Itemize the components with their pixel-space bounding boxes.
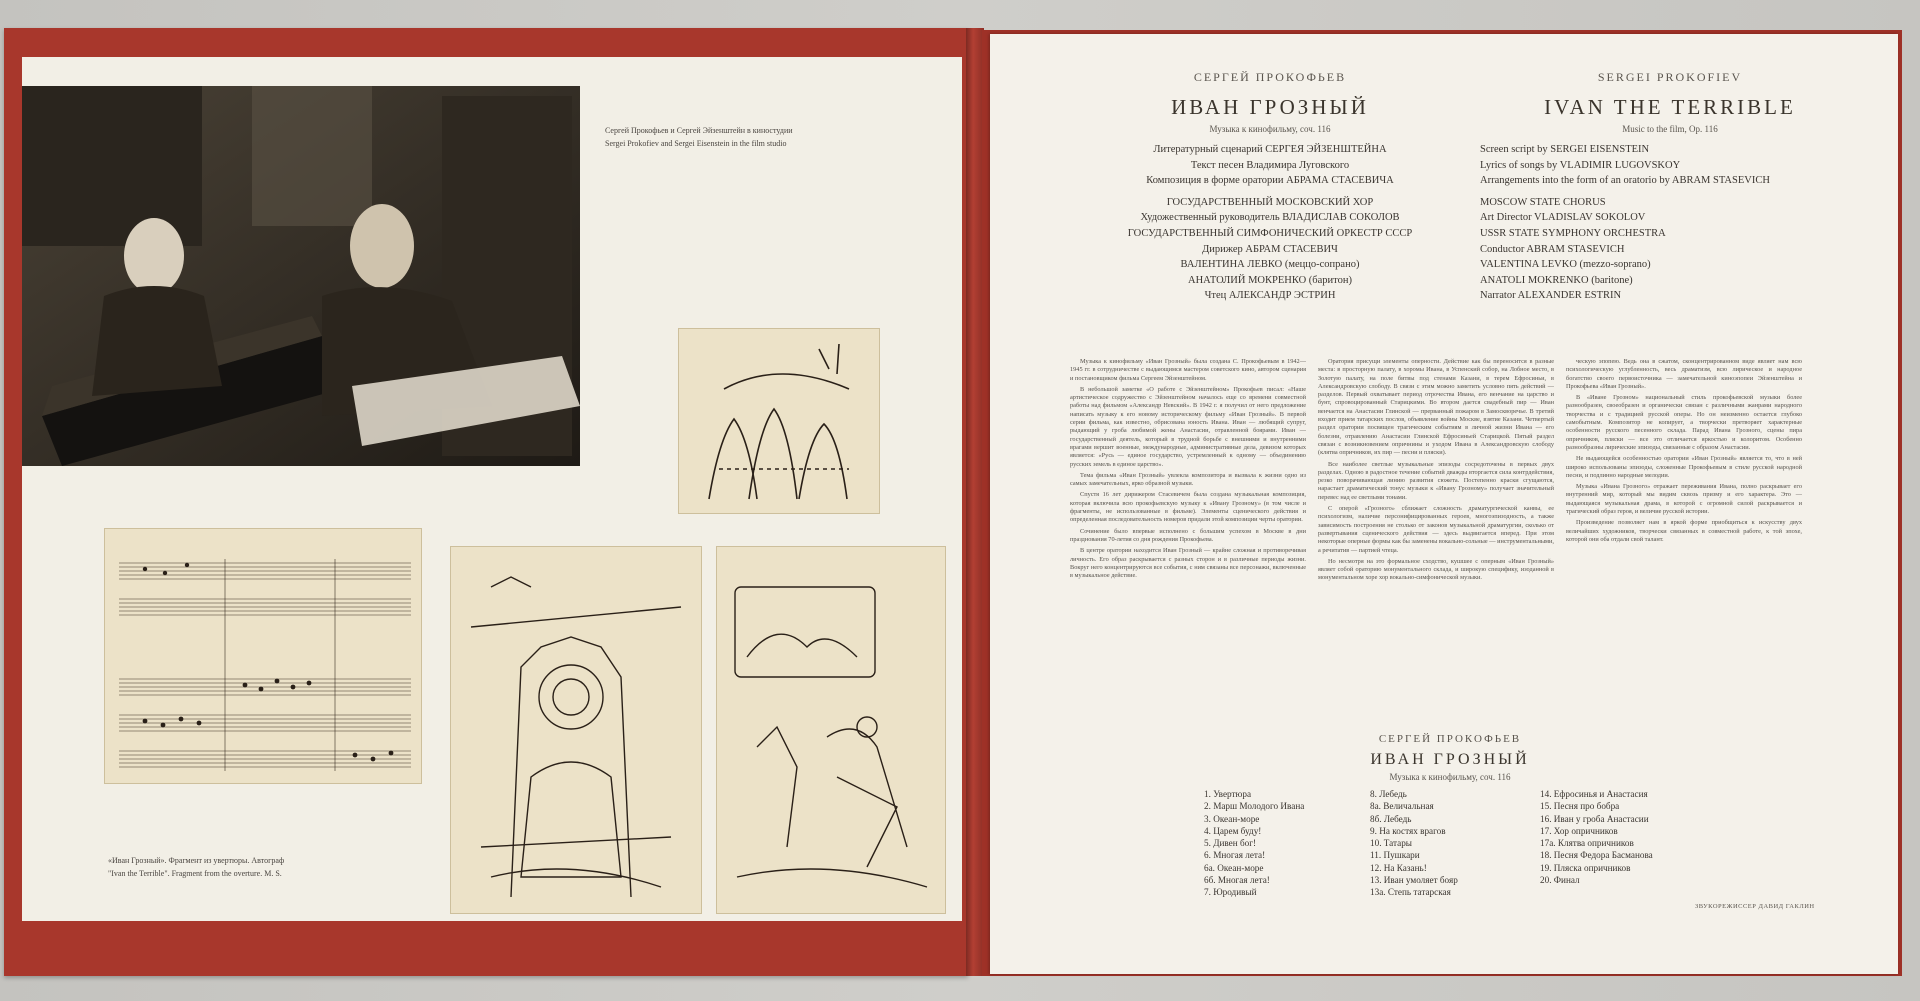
performer-line: VALENTINA LEVKO (mezzo-soprano) bbox=[1480, 259, 1651, 271]
performer-line: Художественный руководитель ВЛАДИСЛАВ СОКОЛОВ bbox=[1140, 212, 1400, 224]
notes-paragraph: Сочинение было впервые исполнено с большим успехом в Москве в дни празднования 70-летия со дня рождения Прокофьева. bbox=[1070, 527, 1306, 543]
track-item: 10. Татары bbox=[1370, 838, 1412, 849]
notes-paragraph: Музыка «Ивана Грозного» отражает переживания Ивана, полно раскрывает его внутренний мир, который мы видим сквозь призму и его характера. Это — выдающаяся музыкальная драма, в которой с огромной силой раскрывается и трагический образ героя, и величие русской истории. bbox=[1566, 483, 1802, 516]
score-caption-ru: «Иван Грозный». Фрагмент из увертюры. Автограф bbox=[108, 856, 285, 865]
tracklist-column-2 bbox=[1370, 788, 1520, 899]
tracklist-composer: СЕРГЕЙ ПРОКОФЬЕВ bbox=[1378, 733, 1522, 745]
track-item: 11. Пушкари bbox=[1370, 850, 1420, 861]
track-item: 17. Хор опричников bbox=[1540, 825, 1618, 836]
subtitle-en: Music to the film, Op. 116 bbox=[1622, 124, 1718, 134]
score-caption-en: "Ivan the Terrible". Fragment from the overture. M. S. bbox=[108, 869, 282, 878]
track-item: 2. Марш Молодого Ивана bbox=[1204, 801, 1305, 812]
tracklist-header bbox=[1270, 733, 1630, 790]
notes-paragraph: Но несмотря на это формальное сходство, кушшее с оперным «Иван Грозный» являет собой ораторию монументального склада, и широкую специфику, изоданной в монументальном хоре хор вокально-симфонической музыки. bbox=[1318, 557, 1554, 582]
track-item: 15. Песня про бобра bbox=[1540, 801, 1620, 812]
notes-paragraph: В «Иване Грозном» национальный стиль прокофьевской музыки более разнообразен, своеобразен и органически связан с различными жанрами народного творчества и с традицией русской оперы. Но он неизменно остается глубоко самобытным. Композитор не копирует, а творчески претворяет характерные особенности русского песенного склада. Парад Ивана Грозного, сцены пира опричников, пляски — все это отличается яркостью и колоритом. Особенно разнообразны лирические эпизоды, связанные с образом Анастасии. bbox=[1566, 394, 1802, 451]
performer-line: АНАТОЛИЙ МОКРЕНКО (баритон) bbox=[1188, 274, 1352, 286]
score-caption bbox=[108, 854, 448, 880]
credit-line: Литературный сценарий СЕРГЕЯ ЭЙЗЕНШТЕЙНА bbox=[1153, 144, 1387, 155]
credits-en bbox=[1480, 142, 1860, 304]
liner-notes-column-3 bbox=[1566, 358, 1802, 720]
notes-paragraph: С оперой «Грозного» сближает сложность драматургической канвы, ее психологизм, наличие персонифицированных героев, многоэпизодность, а также зависимость построения не столько от законов музыкальной драматургии, сколько от развертывания сценического действия — здесь выдвигается вперед. При этом некоторые оперные формы как бы заменены вокально-сольные — инструментальными, а речитатив — партией чтеца. bbox=[1318, 505, 1554, 554]
performer-line: Art Director VLADISLAV SOKOLOV bbox=[1480, 212, 1646, 224]
notes-paragraph: Музыка к кинофильму «Иван Грозный» была создана С. Прокофьевым в 1942—1945 гг. в сотрудничестве с выдающимся мастером советского кино, автором сценария и постановщиком фильма Сергеем Эйзенштейном. bbox=[1070, 358, 1306, 382]
notes-paragraph: ческую эпопею. Ведь она в сжатом, сконцентрированном виде являет нам всю психологическую углубленность, весь драматизм, всю лирическое и народное богатство своего первоисточника — замечательной киноэпопеи Эйзенштейна и Прокофьева «Иван Грозный». bbox=[1566, 358, 1802, 390]
title-ru: ИВАН ГРОЗНЫЙ bbox=[1171, 95, 1369, 119]
performer-line: Narrator ALEXANDER ESTRIN bbox=[1480, 290, 1622, 302]
performer-line: ANATOLI MOKRENKO (baritone) bbox=[1480, 274, 1633, 286]
track-item: 5. Дивен бог! bbox=[1204, 838, 1257, 849]
track-item: 13а. Степь татарская bbox=[1370, 887, 1451, 898]
title-en: IVAN THE TERRIBLE bbox=[1544, 95, 1796, 119]
score-manuscript bbox=[104, 528, 422, 784]
tracklist-column-1 bbox=[1204, 788, 1364, 899]
track-item: 13. Иван умоляет бояр bbox=[1370, 875, 1458, 886]
credit-line: Arrangements into the form of an oratorio by ABRAM STASEVICH bbox=[1480, 175, 1770, 187]
credit-line: Lyrics of songs by VLADIMIR LUGOVSKOY bbox=[1480, 159, 1681, 171]
liner-notes-column-1 bbox=[1070, 358, 1306, 720]
track-item: 4. Царем буду! bbox=[1204, 825, 1262, 836]
english-header bbox=[1480, 70, 1860, 304]
figures-sketch bbox=[716, 546, 946, 914]
track-item: 6а. Океан-море bbox=[1204, 862, 1264, 873]
photo-caption-en: Sergei Prokofiev and Sergei Eisenstein in the film studio bbox=[605, 139, 787, 148]
photo-caption-ru: Сергей Прокофьев и Сергей Эйзенштейн в киностудии bbox=[605, 126, 793, 135]
track-item: 19. Пляска опричников bbox=[1540, 862, 1631, 873]
track-item: 8. Лебедь bbox=[1370, 789, 1407, 799]
track-item: 12. На Казань! bbox=[1370, 862, 1427, 873]
notes-paragraph: Спустя 16 лет дирижером Стасевичем была создана музыкальная композиция, которая включила всю прокофьевскую музыку к «Ивану Грозному» (в том числе и фрагменты, не использованные в фильме). Элементы сценического действия и определенная последовательность номеров придали этой композиции черты оратории. bbox=[1070, 491, 1306, 524]
credit-line: Screen script by SERGEI EISENSTEIN bbox=[1480, 144, 1650, 155]
notes-paragraph: Тема фильма «Иван Грозный» увлекла композитора и вызвала к жизни одно из самых замечательных, ярко образной музыки. bbox=[1070, 471, 1306, 488]
russian-header bbox=[1090, 70, 1450, 304]
credit-line: Композиция в форме оратории АБРАМА СТАСЕВИЧА bbox=[1146, 175, 1394, 187]
tracklist-subtitle: Музыка к кинофильму, соч. 116 bbox=[1389, 772, 1511, 782]
performer-line: Дирижер АБРАМ СТАСЕВИЧ bbox=[1202, 243, 1338, 255]
tracklist-title: ИВАН ГРОЗНЫЙ bbox=[1370, 751, 1530, 768]
composer-en: SERGEI PROKOFIEV bbox=[1597, 70, 1743, 84]
track-item: 1. Увертюра bbox=[1204, 789, 1252, 799]
notes-paragraph: В небольшой заметке «О работе с Эйзенштейном» Прокофьев писал: «Наше артистическое содружество с Эйзенштейном началось еще со времени совместной работы над фильмом «Александр Невский». В 1942 г. я получил от него предложение написать музыку к его новому историческому фильму «Иван Грозный». В первой серии фильма, как известно, обрисована юность Ивана. Иван — любящий супруг, рыдающий у гроба любимой жены Анастасии, отравленной боярами. Иван — государственный деятель, который в трудной борьбе с внешними и внутренними врагами вершит военные, международные, административные дела, девизом которых является: «Русь — единое государство, устремленный к одному — объединению русских земель в единое царство». bbox=[1070, 385, 1306, 468]
performer-line: Чтец АЛЕКСАНДР ЭСТРИН bbox=[1204, 290, 1336, 302]
performer-line: ГОСУДАРСТВЕННЫЙ СИМФОНИЧЕСКИЙ ОРКЕСТР СССР bbox=[1127, 227, 1413, 239]
track-item: 8а. Величальная bbox=[1370, 801, 1434, 812]
notes-paragraph: В центре оратории находится Иван Грозный — крайне сложная и противоречивая личность. Его образ раскрывается с разных сторон и в различные периоды жизни. Вокруг него концентрируются все события, с ним связаны все персонажи, включенные в музыкальное действие. bbox=[1070, 547, 1306, 580]
performer-line: USSR STATE SYMPHONY ORCHESTRA bbox=[1480, 227, 1666, 239]
notes-paragraph: Все наиболее светлые музыкальные эпизоды сосредоточены в первых двух разделах. Одною в радостное течение событий дважды вторгается сила контрдействия, резко поворачивающая линию развития сюжета. Постепенно краски сгущаются, нарастает драматический тонус музыки к «Ивану Грозному» получает значительный перевес над ее светлыми тонами. bbox=[1318, 460, 1554, 501]
studio-photo bbox=[22, 86, 580, 466]
track-item: 16. Иван у гроба Анастасии bbox=[1540, 813, 1649, 824]
track-item: 20. Финал bbox=[1540, 875, 1580, 886]
tracklist-column-3 bbox=[1540, 788, 1710, 886]
performer-line: ГОСУДАРСТВЕННЫЙ МОСКОВСКИЙ ХОР bbox=[1166, 196, 1374, 208]
notes-paragraph: Не выдающейся особенностью оратории «Иван Грозный» является то, что в ней широко использованы эпизоды, сложенные Прокофьевым в стиле русской народной песни, и подлинно народные мелодии. bbox=[1566, 455, 1802, 479]
sound-engineer-credit: ЗВУКОРЕЖИССЕР ДАВИД ГАКЛИН bbox=[1695, 903, 1815, 910]
track-item: 6. Многая лета! bbox=[1204, 850, 1266, 861]
track-item: 7. Юродивый bbox=[1204, 887, 1257, 898]
performer-line: MOSCOW STATE CHORUS bbox=[1480, 196, 1606, 208]
notes-paragraph: Оратория присущи элементы оперности. Действие как бы переносится в разные места: в просторную палату, в хоромы Ивана, в Успенский собор, на Лобное место, в Золотую палату, на поле битвы под стенами Казани, в терем Ефросиньи, в Александровскую слободу. В связи с этим можно заметить условно пять действий — разделов. Первый охватывает период отрочества Ивана, его венчание на царство и бунт, спровоцированный Старицкими. Во втором дается свадебный пир — Иван венчается на Анастасии Глинской — прерванный пожаром в Замоскворечье. В третий входит прием татарских послов, объявление войны Москве, взятие Казани. Четвертый раздел оратории посвящен трагическим событиям в личной жизни Ивана — его болезни, отравлению Анастасии Глинской Ефросиньей Старицкой. Пятый раздел связан с возникновением опричнины и уходом Ивана в Александровскую слободу (клятва опричников, их пир — песни и пляски). bbox=[1318, 358, 1554, 457]
credit-line: Текст песен Владимира Луговского bbox=[1190, 159, 1350, 171]
track-item: 14. Ефросинья и Анастасия bbox=[1540, 789, 1648, 799]
performer-line: Conductor ABRAM STASEVICH bbox=[1480, 243, 1625, 255]
track-item: 9. На костях врагов bbox=[1370, 825, 1446, 836]
track-item: 3. Океан-море bbox=[1204, 813, 1260, 824]
cathedral-sketch bbox=[450, 546, 702, 914]
notes-paragraph: Произведение позволяет нам в яркой форме приобщиться к искусству двух величайших художников, творчески связанных в совместной работе, к той эпохе, которой они оба отдали свой талант. bbox=[1566, 519, 1802, 543]
credits-ru bbox=[1090, 142, 1450, 304]
track-item: 18. Песня Федора Басманова bbox=[1540, 850, 1653, 861]
track-item: 17а. Клятва опричников bbox=[1540, 838, 1634, 849]
costume-sketch-small bbox=[678, 328, 880, 514]
track-item: 6б. Многая лета! bbox=[1204, 875, 1270, 886]
subtitle-ru: Музыка к кинофильму, соч. 116 bbox=[1209, 124, 1331, 134]
photo-caption bbox=[605, 124, 895, 150]
composer-ru: СЕРГЕЙ ПРОКОФЬЕВ bbox=[1193, 70, 1347, 84]
performer-line: ВАЛЕНТИНА ЛЕВКО (меццо-сопрано) bbox=[1180, 259, 1360, 271]
track-item: 8б. Лебедь bbox=[1370, 813, 1412, 824]
liner-notes-column-2 bbox=[1318, 358, 1554, 720]
